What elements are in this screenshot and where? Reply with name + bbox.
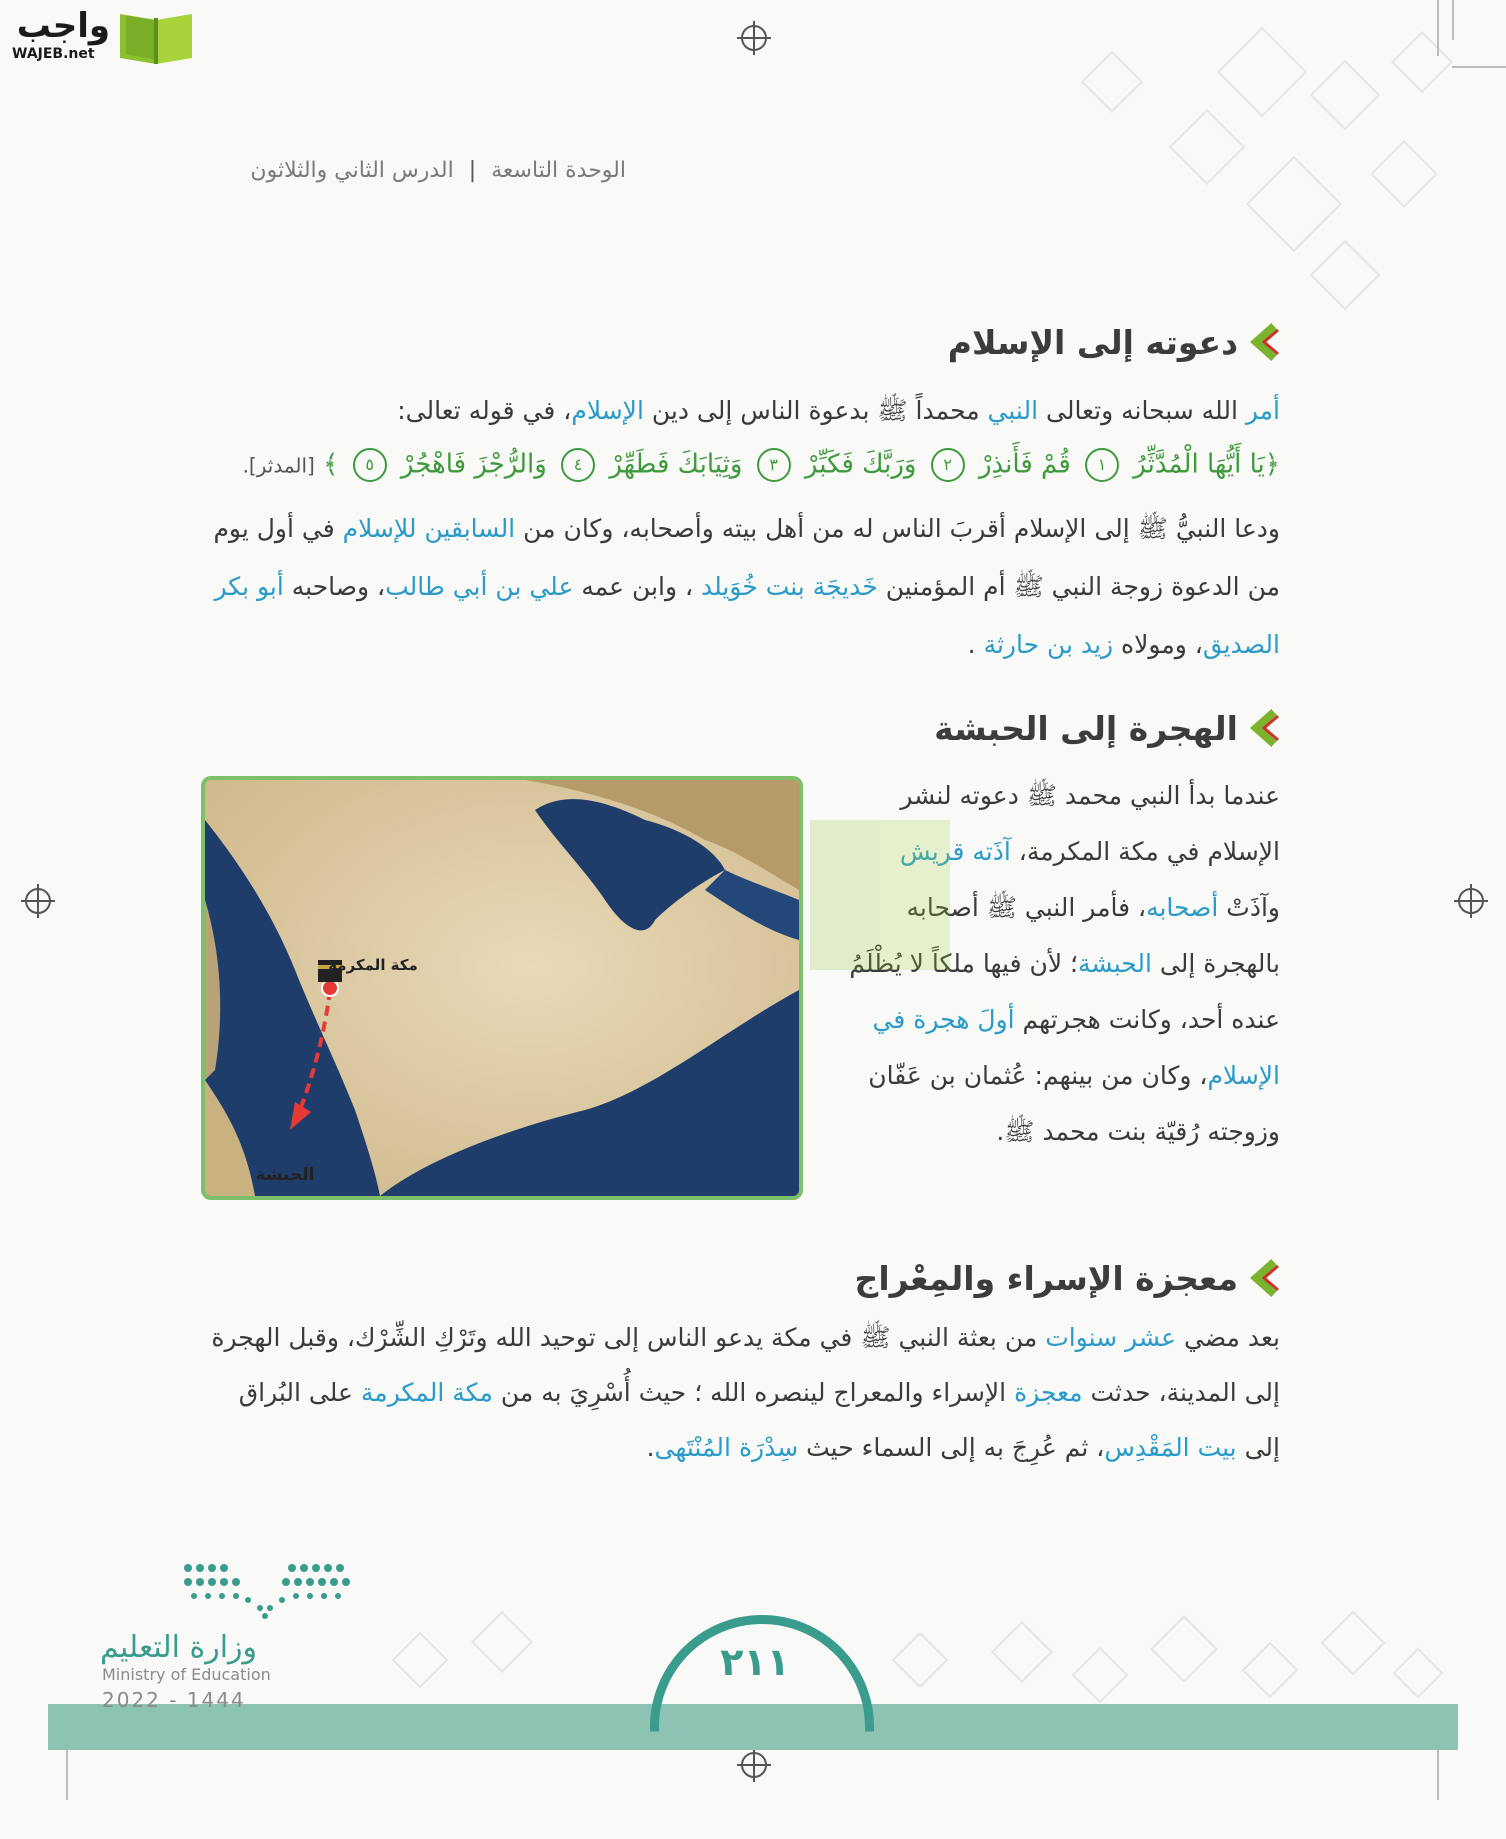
phrase-first-hijra: أولَ هجرة في الإسلام (872, 1005, 1280, 1090)
unit-label: الوحدة التاسعة (491, 158, 626, 183)
ayah-number: ١ (1085, 448, 1119, 482)
section1-paragraph (200, 500, 1280, 674)
wajeb-logo-latin: WAJEB.net (12, 46, 95, 62)
ministry-name-english: Ministry of Education (102, 1665, 271, 1684)
word-nabi: النبي (987, 396, 1039, 425)
registration-mark-bottom (741, 1752, 767, 1778)
text-run: محمداً ﷺ بدعوة الناس إلى دين (643, 396, 988, 425)
chevron-left-icon (1250, 708, 1280, 748)
section-title-text: معجزة الإسراء والمِعْراج (854, 1258, 1238, 1298)
section-title-dawah (948, 322, 1280, 362)
text-run: على البُراق إلى (238, 1378, 1280, 1462)
crop-mark-top-right-v2 (1452, 0, 1454, 40)
edition-year: 2022 - 1444 (102, 1688, 246, 1712)
chevron-left-icon (1250, 322, 1280, 362)
verse-close-bracket: ﴾ (323, 449, 339, 480)
ayah-number: ٣ (757, 448, 791, 482)
section3-paragraph (200, 1310, 1280, 1475)
ministry-logo-dots (182, 1560, 352, 1620)
ayah-number: ٥ (353, 448, 387, 482)
place-mecca: مكة المكرمة (360, 1378, 493, 1407)
registration-mark-left (25, 888, 51, 914)
verse-part: قُمْ فَأَنذِرْ (978, 449, 1071, 480)
phrase-ten-years: عشر سنوات (1045, 1323, 1177, 1352)
text-run: بعد مضي (1176, 1323, 1280, 1352)
page-number: ٢١١ (720, 1640, 790, 1684)
text-run: ، وصاحبه (283, 572, 386, 601)
verse-part: وَرَبَّكَ فَكَبِّرْ (804, 449, 917, 480)
text-run: . (967, 630, 984, 659)
map-label-habasha: الحبشة (255, 1165, 315, 1185)
word-amara: أمر (1245, 396, 1280, 425)
chevron-left-icon (1250, 1258, 1280, 1298)
word-habasha: الحبشة (1078, 949, 1152, 978)
ministry-name-arabic: وزارة التعليم (100, 1630, 258, 1665)
map-label-mecca: مكة المكرمة (328, 956, 418, 974)
quran-verse-muddaththir (243, 448, 1280, 482)
text-run: ، فأمر النبي ﷺ أصحابه بالهجرة إلى (906, 893, 1280, 978)
text-run: ، ومولاه (1113, 630, 1203, 659)
section-title-text: الهجرة إلى الحبشة (934, 708, 1238, 748)
mecca-pin (322, 980, 338, 996)
wajeb-logo-text: واجب (16, 6, 110, 46)
section1-line1 (180, 382, 1280, 440)
verse-part: ﴿يَا أَيُّهَا الْمُدَّثِّرُ (1133, 449, 1280, 480)
word-islam: الإسلام (571, 396, 644, 425)
name-abu-bakr: أبو بكر الصديق (214, 572, 1280, 659)
place-bayt-almaqdis: بيت المَقْدِس (1104, 1433, 1237, 1462)
wajeb-watermark (510, 800, 1010, 1000)
word-lil-islam: للإسلام (342, 514, 417, 543)
ayah-number: ٤ (561, 448, 595, 482)
text-run: من بعثة النبي ﷺ في مكة يدعو الناس إلى توحيد الله وتَرْكِ الشِّرْك، وقبل الهجرة إلى المدينة، حدثت (211, 1323, 1280, 1407)
unit-lesson-header (250, 158, 626, 183)
name-zaid: زيد بن حارثة (983, 630, 1114, 659)
ayah-number: ٢ (931, 448, 965, 482)
text-run: وآذَتْ (1218, 893, 1280, 922)
book-icon (116, 10, 196, 66)
name-khadija: خَديجَة بنت خُوَيلد (701, 572, 878, 601)
word-quraish: آذَته قريش (899, 837, 1011, 866)
text-run: ، ثم عُرِجَ به إلى السماء حيث (798, 1433, 1105, 1462)
verse-part: وَثِيَابَكَ فَطَهِّرْ (609, 449, 743, 480)
text-run: ، وابن عمه (573, 572, 702, 601)
word-sabiqin: السابقين (424, 514, 516, 543)
section-title-isra-miraj (855, 1258, 1280, 1298)
crop-mark-top-right (1437, 0, 1439, 56)
section-title-hijra-habasha (934, 708, 1280, 748)
place-sidrat-almuntaha: سِدْرَة المُنْتَهى (654, 1433, 799, 1462)
text-run: ؛ لأن فيها ملكاً لا يُظْلَمُ عنده أحد، وكانت هجرتهم (849, 949, 1280, 1034)
text-run: . (646, 1433, 655, 1462)
crop-mark-top-right-h (1452, 66, 1506, 68)
section-title-text: دعوته إلى الإسلام (947, 322, 1238, 362)
text-run: في أول يوم من الدعوة زوجة النبي ﷺ أم المؤمنين (213, 514, 1280, 601)
text-run: عندما بدأ النبي محمد ﷺ دعوته لنشر الإسلام في مكة المكرمة، (900, 781, 1280, 866)
verse-reference: [المدثر]. (242, 453, 315, 478)
text-run: ودعا النبيُّ ﷺ إلى الإسلام أقربَ الناس له من أهل بيته وأصحابه، وكان من (515, 514, 1280, 543)
name-ali: علي بن أبي طالب (385, 572, 574, 601)
registration-mark-top (741, 25, 767, 51)
lesson-label: الدرس الثاني والثلاثون (250, 158, 454, 183)
text-run: الإسراء والمعراج لينصره الله ؛ حيث أُسْرِيَ به من (492, 1378, 1015, 1407)
header-separator: | (468, 158, 477, 183)
registration-mark-right (1458, 888, 1484, 914)
text-run: ، وكان من بينهم: عُثمان بن عَفّان وزوجته رُقيّة بنت محمد ﷺ. (868, 1061, 1280, 1146)
text-run: الله سبحانه وتعالى (1038, 396, 1246, 425)
word-mujiza: معجزة (1014, 1378, 1083, 1407)
word-ashabuh: أصحابه (1146, 893, 1219, 922)
text-run: ، في قوله تعالى: (397, 396, 572, 425)
wajeb-logo[interactable] (10, 6, 190, 68)
verse-part: وَالرُّجْزَ فَاهْجُرْ (400, 449, 547, 480)
